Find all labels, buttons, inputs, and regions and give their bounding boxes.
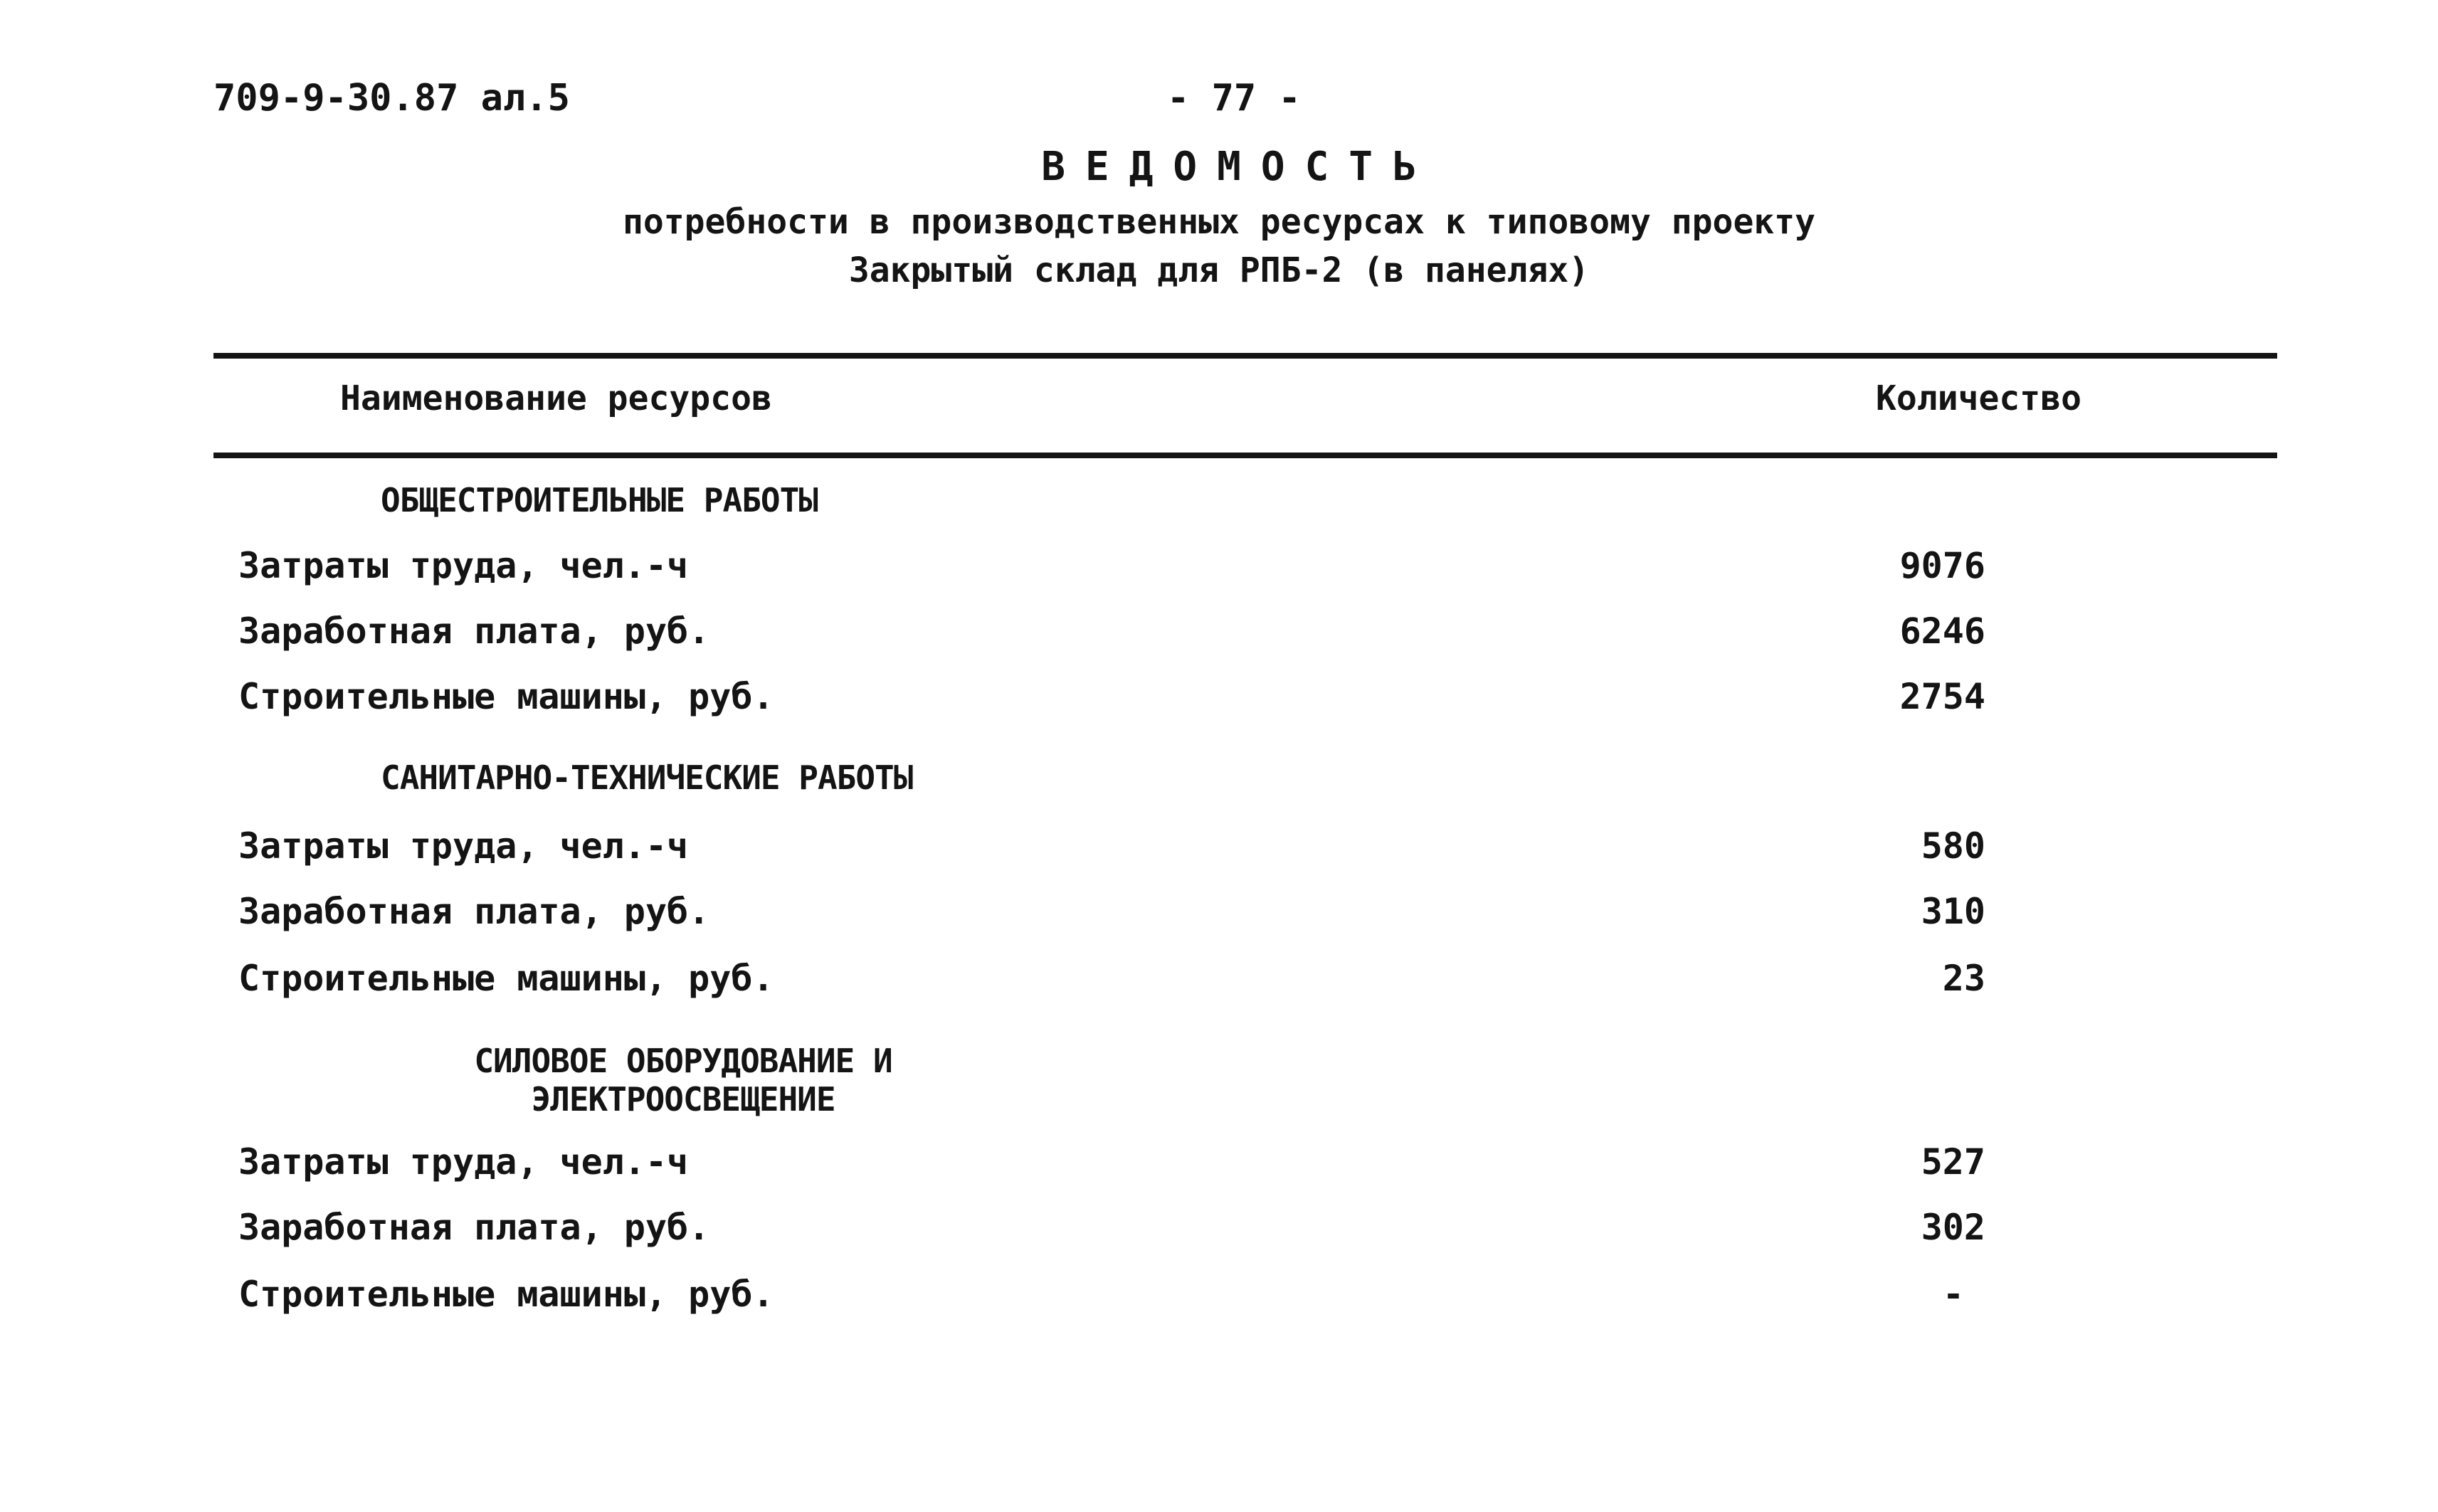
table-top-rule — [213, 353, 2277, 359]
section-title: ОБЩЕСТРОИТЕЛЬНЫЕ РАБОТЫ — [381, 481, 818, 519]
row-value: 527 — [1921, 1141, 1985, 1183]
row-value: 302 — [1921, 1207, 1985, 1248]
row-label: Заработная плата, руб. — [238, 610, 710, 652]
row-label: Строительные машины, руб. — [238, 958, 774, 999]
row-label: Затраты труда, чел.-ч — [238, 545, 689, 586]
row-value: 6246 — [1899, 610, 1985, 652]
column-header-name: Наименование ресурсов — [340, 379, 772, 418]
row-value: 23 — [1942, 958, 1985, 999]
document-title: ВЕДОМОСТЬ — [1041, 144, 1437, 190]
row-label: Строительные машины, руб. — [238, 1274, 774, 1315]
row-value: - — [1942, 1274, 1964, 1315]
row-value: 2754 — [1899, 676, 1985, 717]
project-name: Закрытый склад для РПБ-2 (в панелях) — [848, 250, 1590, 290]
section-title-line: СИЛОВОЕ ОБОРУДОВАНИЕ И — [474, 1042, 892, 1080]
page-number: - 77 - — [1167, 77, 1301, 120]
row-value: 310 — [1921, 891, 1985, 932]
row-label: Заработная плата, руб. — [238, 891, 710, 932]
row-value: 580 — [1921, 825, 1985, 867]
row-value: 9076 — [1899, 545, 1985, 586]
row-label: Строительные машины, руб. — [238, 676, 774, 717]
document-code: 709-9-30.87 ал.5 — [213, 77, 570, 120]
column-header-quantity: Количество — [1876, 379, 2081, 418]
section-title: САНИТАРНО-ТЕХНИЧЕСКИЕ РАБОТЫ — [381, 758, 913, 797]
row-label: Затраты труда, чел.-ч — [238, 1141, 689, 1183]
document-subtitle: потребности в производственных ресурсах к типовому проекту — [622, 202, 1816, 242]
row-label: Затраты труда, чел.-ч — [238, 825, 689, 867]
table-header-rule — [213, 453, 2277, 458]
section-title — [399, 1042, 968, 1119]
section-title-line: ЭЛЕКТРООСВЕЩЕНИЕ — [531, 1080, 835, 1119]
row-label: Заработная плата, руб. — [238, 1207, 710, 1248]
